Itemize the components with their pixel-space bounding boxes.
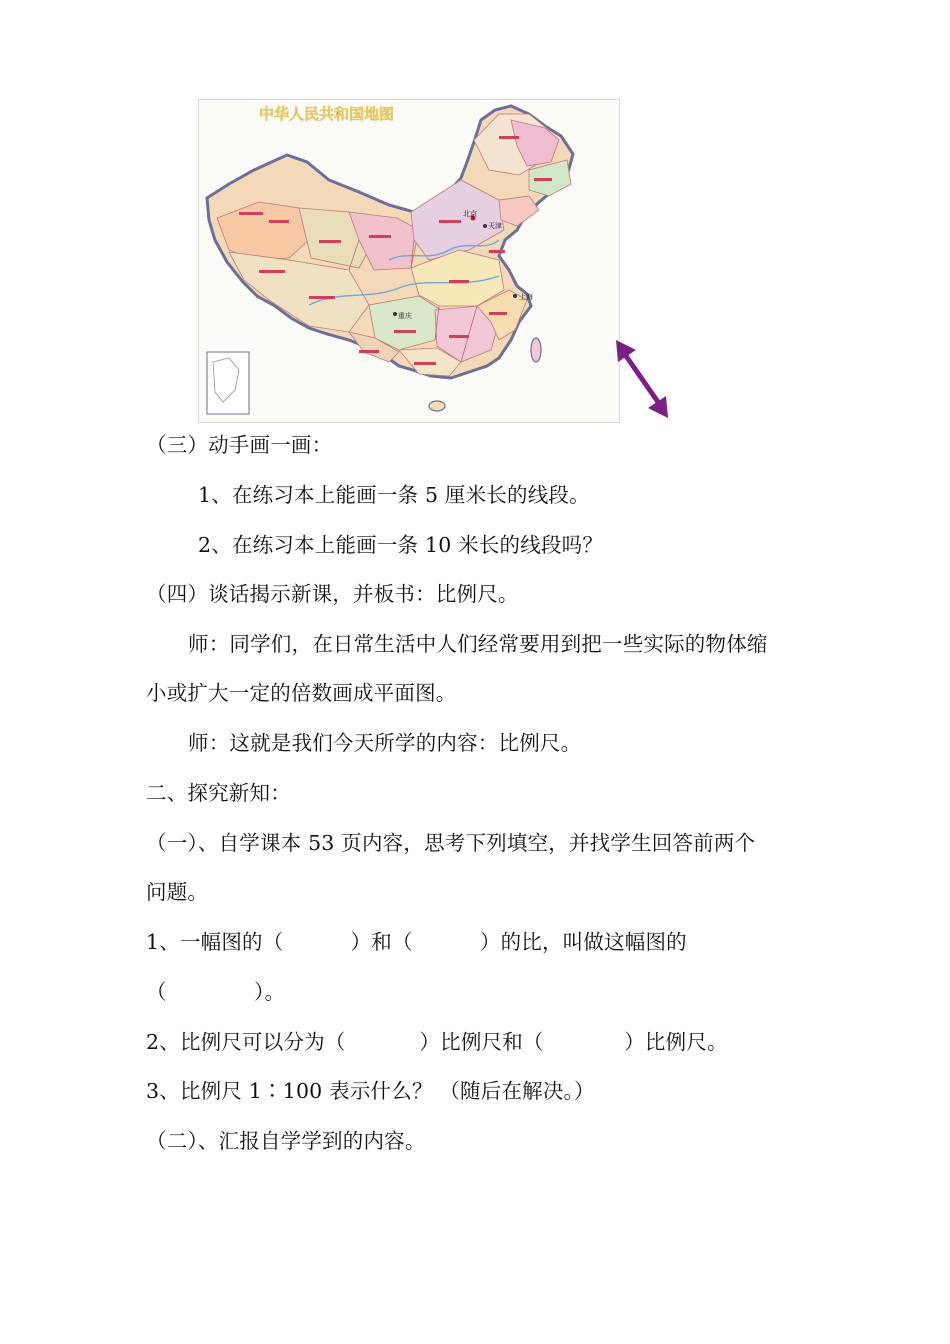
question-1: 1、在练习本上能画一条 5 厘米长的线段。: [198, 483, 590, 507]
section4-heading: （四）谈话揭示新课，并板书：比例尺。: [146, 582, 519, 606]
fill-blank-1-line2: （ ）。: [146, 980, 286, 1004]
china-map-image: [198, 99, 620, 423]
teacher-remark-1-line2: 小或扩大一定的倍数画成平面图。: [146, 681, 457, 705]
map-city-shanghai: 上海: [519, 293, 533, 301]
fill-blank-2: 2、比例尺可以分为（ ）比例尺和（ ）比例尺。: [146, 1030, 728, 1054]
teacher-remark-1-line1: 师：同学们，在日常生活中人们经常要用到把一些实际的物体缩: [188, 632, 768, 656]
fill-blank-3: 3、比例尺 1∶100 表示什么？ （随后在解决。）: [146, 1079, 595, 1103]
south-china-sea-inset: [207, 352, 249, 414]
part2-heading: 二、探究新知：: [146, 781, 291, 805]
section3-heading: （三）动手画一画：: [146, 433, 333, 457]
taiwan-island: [531, 338, 541, 362]
map-city-tianjin: 天津: [488, 222, 502, 230]
map-title: 中华人民共和国地图: [259, 105, 395, 123]
subsection1-line2: 问题。: [146, 880, 209, 904]
subsection1-line1: （一）、自学课本 53 页内容，思考下列填空，并找学生回答前两个: [146, 831, 756, 855]
map-city-beijing: 北京: [463, 210, 477, 218]
china-map-graphic: [199, 100, 619, 422]
fill-blank-1-line1: 1、一幅图的（ ）和（ ）的比，叫做这幅图的: [146, 930, 687, 954]
question-2: 2、在练习本上能画一条 10 米长的线段吗？: [198, 533, 604, 557]
hainan-island: [429, 401, 445, 411]
teacher-remark-2: 师：这就是我们今天所学的内容：比例尺。: [188, 731, 582, 755]
subsection2-heading: （二）、汇报自学学到的内容。: [146, 1129, 426, 1153]
double-headed-arrow-icon: [610, 336, 674, 422]
map-city-chongqing: 重庆: [398, 312, 412, 320]
